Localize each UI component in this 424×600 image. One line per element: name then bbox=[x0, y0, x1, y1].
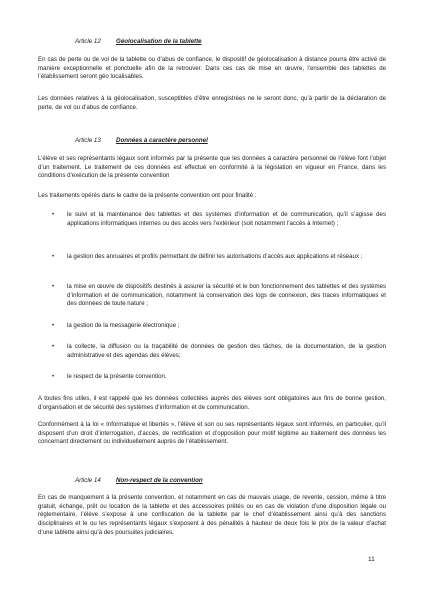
article-12-paragraph-2: Les données relatives à la géolocalisation, susceptibles d’être enregistrées ne le seront donc, qu’à partir de la déclaration de perte, de vol ou d’abus de confiance. bbox=[38, 95, 386, 111]
finality-item-1: le suivi et la maintenance des tablettes et des systèmes d’information et de communication, qu’il s’agisse des applications informatiques internes ou des accès vers l’extérieur (soit notamment l’accès à Internet) ; bbox=[67, 211, 386, 227]
article-13-title: Données à caractère personnel bbox=[116, 137, 208, 144]
finality-item-4: la gestion de la messagerie électronique ; bbox=[67, 322, 180, 329]
article-14-title: Non-respect de la convention bbox=[116, 477, 203, 484]
bullet-marker: • bbox=[52, 253, 55, 260]
article-14-label: Article 14 bbox=[75, 477, 101, 484]
article-13-label: Article 13 bbox=[75, 137, 101, 144]
bullet-marker: • bbox=[52, 343, 55, 350]
article-13-paragraph-1: L’élève et ses représentants légaux sont informés par la présente que les données à caractère personnel de l’élève font l’objet d’un traitement. Le traitement de ces données est effectué en conformité à la législation en vigueur en France, dans les conditions d’exécution de la présente convention bbox=[38, 155, 386, 180]
article-13-paragraph-4: Conformément à la loi « Informatique et libertés », l’élève et son ou ses représentants légaux sont informés, en particulier, qu’il disposent d’un droit d’interrogation, d’accès, de rectification et d’opposition pour motif légitime au traitement des données les concernant directement ou individuellement auprès de l’établissement. bbox=[38, 421, 386, 446]
article-13-paragraph-3: A toutes fins utiles, il est rappelé que les données collectées auprès des élèves sont obligatoires aux fins de bonne gestion, d’organisation et de sécurité des systèmes d’information et de communication. bbox=[38, 395, 386, 411]
finality-item-6: le respect de la présente convention. bbox=[67, 373, 167, 380]
bullet-marker: • bbox=[52, 373, 55, 380]
bullet-marker: • bbox=[52, 322, 55, 329]
article-13-heading bbox=[75, 137, 208, 144]
finality-item-3: la mise en œuvre de dispositifs destinés à assurer la sécurité et le bon fonctionnement des tablettes et des systèmes d’information et de communication, notamment la conservation des logs de connexion, des traces informatiques et des données de toute nature ; bbox=[67, 283, 386, 308]
article-14-heading bbox=[75, 477, 203, 484]
article-13-paragraph-2: Les traitements opérés dans le cadre de la présente convention ont pour finalité : bbox=[38, 192, 257, 199]
article-12-title: Géolocalisation de la tablette bbox=[116, 38, 202, 45]
finality-item-5: la collecte, la diffusion ou la traçabilité de données de gestion des tâches, de la documentation, de la gestion administrative et des agendas des élèves; bbox=[67, 343, 386, 359]
article-12-heading bbox=[75, 38, 202, 45]
article-12-label: Article 12 bbox=[75, 38, 101, 45]
bullet-marker: • bbox=[52, 283, 55, 290]
bullet-marker: • bbox=[52, 211, 55, 218]
article-14-paragraph-1: En cas de manquement à la présente convention, et notamment en cas de mauvais usage, de revente, cession, même à titre gratuit, échange, prêt ou location de la tablette et des accessoires prêtés ou en cas de violation d’une disposition légale ou réglementaire, l’élève s’expose à une confiscation de la tablette par le chef d’établissement ainsi qu’à des sanctions disciplinaires et le ou les représentants légaux s’exposent à des pénalités à hauteur de deux fois le prix de la valeur d’achat d’une tablette ainsi qu’à des poursuites judiciaires. bbox=[38, 494, 386, 536]
article-12-paragraph-1: En cas de perte ou de vol de la tablette ou d’abus de confiance, le dispositif de géolocalisation à distance pourra être activé de manière exceptionnelle et ponctuelle afin de la retrouver. Dans ces cas de mise en œuvre, l’ensemble des tablettes de l’établissement seront géo localisables. bbox=[38, 56, 386, 81]
finality-item-2: la gestion des annuaires et profils permettant de définir les autorisations d’accès aux applications et réseaux ; bbox=[67, 253, 363, 260]
page-number: 11 bbox=[368, 556, 375, 563]
